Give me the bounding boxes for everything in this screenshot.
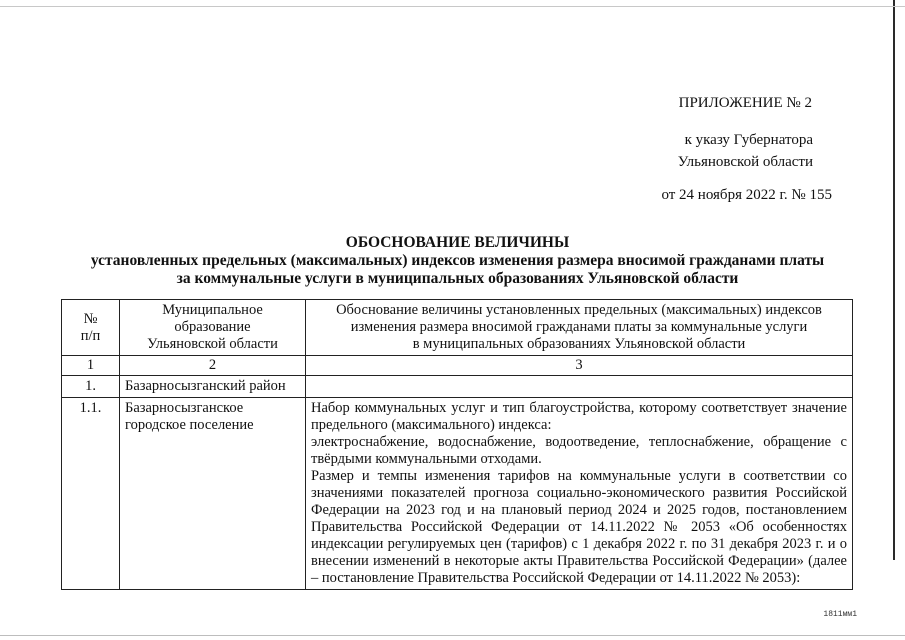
district-name: Базарносызганский район [120,376,306,398]
settlement-name [120,398,306,590]
column-number-3: 3 [306,356,853,376]
document-subtitle-line1: установленных предельных (максимальных) индексов изменения размера вносимой гражданами платы [90,252,825,269]
scan-edge-top [0,6,905,7]
document-title: ОБОСНОВАНИЕ ВЕЛИЧИНЫ [345,234,570,251]
district-justification [306,376,853,398]
page-code: 1811мм1 [823,610,857,619]
column-number-row [62,356,853,376]
header-number-line1: № [83,310,98,327]
column-number-2: 2 [120,356,306,376]
settlement-name-line1: Базарносызганское [125,400,244,416]
appendix-date: от 24 ноября 2022 г. № 155 [661,187,832,203]
header-justification [306,300,853,356]
justification-paragraph-2: электроснабжение, водоснабжение, водоотведение, теплоснабжение, обращение с твёрдыми коммунальными отходами. [311,434,847,467]
justification-table [61,299,853,590]
row-number: 1.1. [62,398,120,590]
appendix-title: ПРИЛОЖЕНИЕ № 2 [678,95,812,111]
justification-paragraph-1: Набор коммунальных услуг и тип благоустройства, которому соответствует значение предельного (максимального) индекса: [311,400,847,433]
table-row-settlement [62,398,853,590]
appendix-reference [678,129,813,173]
document-subtitle-line2: за коммунальные услуги в муниципальных образованиях Ульяновской области [176,270,739,287]
justification-paragraph-3: Размер и темпы изменения тарифов на коммунальные услуги в соответствии со значениями показателей прогноза социально-экономического развития Российской Федерации на 2023 год и на плановый период 2024 и 2025 годов, постановлением Правительства Российской Федерации от 14.11.2022 № 2053 «Об особенностях индексации регулируемых цен (тарифов) с 1 декабря 2022 г. по 31 декабря 2023 г. и о внесении изменений в некоторые акты Правительства Российской Федерации» (далее – постановление Правительства Российской Федерации от 14.11.2022 № 2053): [311,468,847,586]
header-municipality-line2: образование [174,319,251,335]
header-justification-line2: изменения размера вносимой гражданами платы за коммунальные услуги [350,319,808,335]
settlement-name-line2: городское поселение [125,417,254,433]
row-number: 1. [62,376,120,398]
settlement-justification [306,398,853,590]
header-number [62,300,120,356]
column-number-1: 1 [62,356,120,376]
header-justification-line1: Обоснование величины установленных предельных (максимальных) индексов [336,302,822,318]
header-justification-line3: в муниципальных образованиях Ульяновской области [412,336,746,352]
header-municipality-line1: Муниципальное [162,302,263,318]
header-municipality [120,300,306,356]
table-row-district [62,376,853,398]
header-number-line2: п/п [80,327,101,344]
appendix-reference-line2: Ульяновской области [677,154,813,170]
table-header-row [62,300,853,356]
scan-edge-bottom [0,635,905,636]
appendix-reference-line1: к указу Губернатора [684,132,813,148]
header-municipality-line3: Ульяновской области [147,336,278,352]
